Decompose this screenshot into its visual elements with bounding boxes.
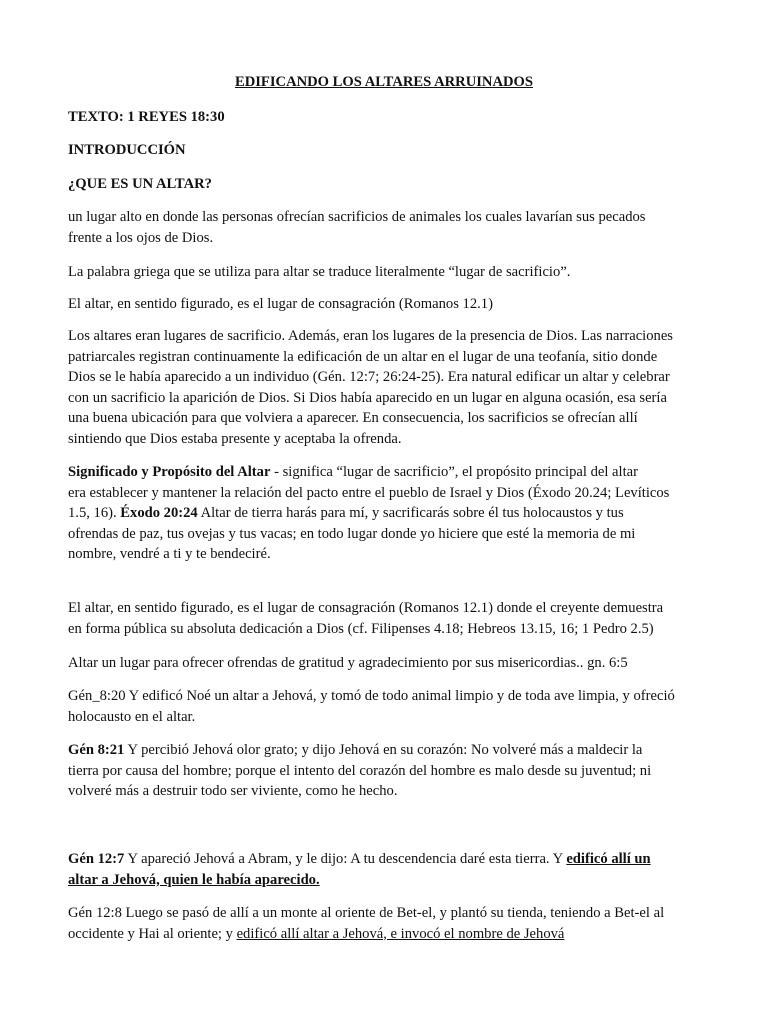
- text-segment: - significa “lugar de sacrificio”, el propósito principal del altar: [270, 464, 638, 480]
- text-line: un lugar alto en donde las personas ofrecían sacrificios de animales los cuales lavarían sus pecados: [68, 209, 646, 225]
- introduction-heading: INTRODUCCIÓN: [68, 142, 186, 158]
- text-segment: Altar de tierra harás para mí, y sacrificarás sobre él tus holocaustos y tus: [197, 505, 624, 521]
- underlined-bold-text: edificó allí un: [566, 851, 651, 867]
- text-line: volveré más a destruir todo ser viviente, como he hecho.: [68, 783, 398, 799]
- consecration-paragraph: [68, 598, 708, 639]
- document-title: EDIFICANDO LOS ALTARES ARRUINADOS: [234, 74, 534, 90]
- text-line: [68, 870, 708, 891]
- text-line: [68, 503, 708, 524]
- bold-reference: Éxodo 20:24: [120, 505, 198, 521]
- text-line: La palabra griega que se utiliza para altar se traduce literalmente “lugar de sacrificio”.: [68, 264, 571, 280]
- scripture-reference-heading: TEXTO: 1 REYES 18:30: [68, 109, 225, 125]
- what-is-altar-heading: ¿QUE ES UN ALTAR?: [68, 176, 212, 192]
- bold-reference: Gén 12:7: [68, 851, 125, 867]
- genesis-8-20-paragraph: [68, 686, 708, 727]
- text-line: [68, 849, 708, 870]
- bold-heading: Significado y Propósito del Altar: [68, 464, 271, 480]
- text-line: con un sacrificio la aparición de Dios. Si Dios había aparecido en un lugar en alguna ocasión, esa sería: [68, 389, 667, 406]
- text-line: [68, 924, 708, 945]
- genesis-12-8-paragraph: [68, 903, 708, 944]
- altars-sacrifice-paragraph: [68, 326, 708, 449]
- text-line: una buena ubicación para que volviera a aparecer. En consecuencia, los sacrificios se ofrecían allí: [68, 410, 638, 426]
- figurative-altar-paragraph: [68, 294, 708, 315]
- greek-word-paragraph: [68, 262, 708, 283]
- text-line: frente a los ojos de Dios.: [68, 229, 214, 246]
- text-line: Dios se le había aparecido a un individuo (Gén. 12:7; 26:24-25). Era natural edificar un altar y celebrar: [68, 369, 670, 385]
- text-line: [68, 740, 708, 761]
- text-line: era establecer y mantener la relación del pacto entre el pueblo de Israel y Dios (Éxodo 20.24; Levíticos: [68, 484, 670, 501]
- text-segment: Y percibió Jehová olor grato; y dijo Jehová en su corazón: No volveré más a maldecir la: [124, 742, 643, 758]
- text-line: en forma pública su absoluta dedicación a Dios (cf. Filipenses 4.18; Hebreos 13.15, 16; 1 Pedro 2.5): [68, 620, 654, 637]
- text-segment: occidente y Hai al oriente; y: [68, 925, 237, 942]
- text-line: Gén_8:20 Y edificó Noé un altar a Jehová, y tomó de todo animal limpio y de toda ave limpia, y ofreció: [68, 688, 675, 704]
- altar-definition-paragraph: [68, 207, 708, 248]
- underlined-text: edificó allí altar a Jehová, e invocó el nombre de Jehová: [236, 925, 565, 942]
- text-line: patriarcales registran continuamente la edificación de un altar en el lugar de una teofanía, sitio donde: [68, 348, 658, 365]
- text-line: nombre, vendré a ti y te bendeciré.: [68, 546, 271, 562]
- genesis-8-21-paragraph: [68, 740, 708, 802]
- text-line: Gén 12:8 Luego se pasó de allí a un monte al oriente de Bet-el, y plantó su tienda, teniendo a Bet-el al: [68, 905, 665, 921]
- meaning-purpose-paragraph: [68, 462, 708, 565]
- text-segment: 1.5, 16).: [68, 505, 121, 521]
- text-line: Los altares eran lugares de sacrificio. Además, eran los lugares de la presencia de Dios. Las narraciones: [68, 328, 673, 344]
- underlined-bold-text: altar a Jehová, quien le había aparecido.: [68, 871, 320, 888]
- text-line: sintiendo que Dios estaba presente y aceptaba la ofrenda.: [68, 430, 402, 447]
- bold-reference: Gén 8:21: [68, 742, 125, 758]
- text-line: ofrendas de paz, tus ovejas y tus vacas; en todo lugar donde yo hiciere que esté la memoria de mi: [68, 525, 636, 542]
- text-line: [68, 462, 708, 483]
- text-segment: Y apareció Jehová a Abram, y le dijo: A tu descendencia daré esta tierra. Y: [124, 851, 567, 867]
- text-line: tierra por causa del hombre; porque el intento del corazón del hombre es malo desde su juventud; ni: [68, 762, 652, 779]
- genesis-12-7-paragraph: [68, 849, 708, 890]
- gratitude-paragraph: [68, 653, 708, 674]
- text-line: El altar, en sentido figurado, es el lugar de consagración (Romanos 12.1) donde el creyente demuestra: [68, 600, 664, 616]
- text-line: El altar, en sentido figurado, es el lugar de consagración (Romanos 12.1): [68, 296, 493, 312]
- text-line: holocausto en el altar.: [68, 708, 196, 725]
- text-line: Altar un lugar para ofrecer ofrendas de gratitud y agradecimiento por sus misericordias.. gn. 6:5: [68, 655, 628, 671]
